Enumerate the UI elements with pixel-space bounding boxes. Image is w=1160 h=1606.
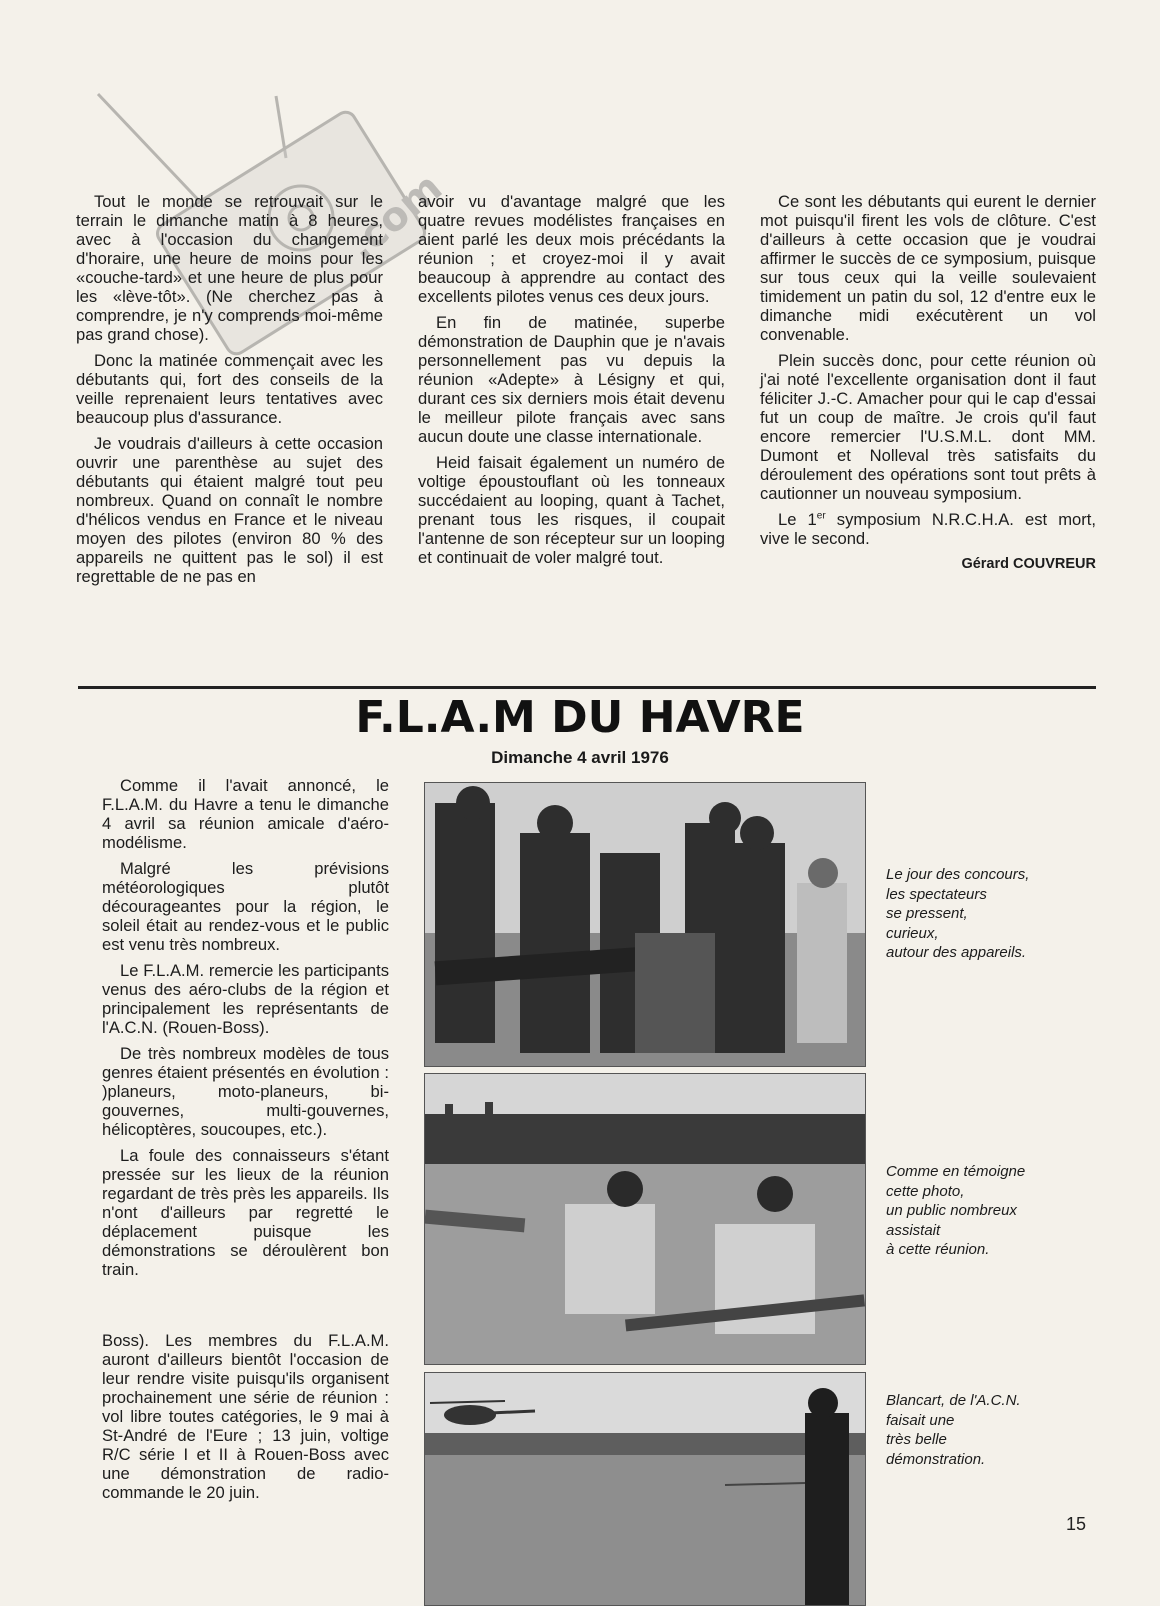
photo-caption-3: Blancart, de l'A.C.N. faisait une très belle démonstration.	[886, 1392, 1021, 1468]
paragraph: Comme il l'avait annoncé, le F.L.A.M. du Havre a tenu le dimanche 4 avril sa réunion amicale d'aéro-modélisme.	[102, 776, 389, 852]
photo-caption-1: Le jour des concours, les spectateurs se pressent, curieux, autour des appareils.	[886, 866, 1030, 961]
flam-article-column-end	[102, 1331, 389, 1509]
paragraph: Boss). Les membres du F.L.A.M. auront d'ailleurs bientôt l'occasion de leur rendre visite puisqu'ils organisent prochainement une série de réunion : vol libre toutes catégories, le 9 mai à St-André de l'Eure ; 13 juin, voltige R/C série I et II à Rouen-Boss avec une démonstration de radio-commande le 20 juin.	[102, 1331, 389, 1502]
paragraph: En fin de matinée, superbe démonstration de Dauphin que je n'avais personnellement pas vu depuis la réunion «Adepte» à Lésigny et qui, durant ces six derniers mois était devenu le meilleur pilote français avec sans aucun doute une classe internationale.	[418, 313, 725, 446]
paragraph: La foule des connaisseurs s'étant pressée sur les lieux de la réunion regardant de très près les appareils. Ils n'ont d'ailleurs par regretté le déplacement puisque les démonstrations se déroulèrent bon train.	[102, 1146, 389, 1279]
paragraph: avoir vu d'avantage malgré que les quatre revues modélistes françaises en aient parlé les deux mois précédants la réunion ; et croyez-moi il y avait beaucoup à apprendre au contact des excellents pilotes venus ces deux jours.	[418, 192, 725, 306]
section-date: Dimanche 4 avril 1976	[491, 748, 669, 767]
flam-article-column	[102, 776, 389, 1286]
paragraph: Malgré les prévisions météorologiques plutôt décourageantes pour la région, le soleil était au rendez-vous et le public est venu très nombreux.	[102, 859, 389, 954]
paragraph: Ce sont les débutants qui eurent le dernier mot puisqu'il firent les vols de clôture. C'est d'ailleurs à cette occasion que je voudrai affirmer le succès de ce symposium, puisque sur tous ceux qui la veille soulevaient timidement un patin du sol, 12 d'entre eux le dimanche midi exécutèrent un vol convenable.	[760, 192, 1096, 344]
photo-helicopter-demo	[424, 1372, 866, 1606]
article-column-3	[760, 192, 1096, 574]
paragraph: Je voudrais d'ailleurs à cette occasion ouvrir une parenthèse au sujet des débutants qui étaient malgré tout peu nombreux. Quand on connaît le nombre d'hélicos vendus en France et le niveau moyen des pilotes (environ 80 % des appareils ne quittent pas le sol) il est regrettable de ne pas en	[76, 434, 383, 586]
photo-crowd-around-models	[424, 782, 866, 1067]
svg-text:.com: .com	[338, 164, 452, 270]
article-column-1	[76, 192, 383, 593]
page-number: 15	[1066, 1514, 1087, 1534]
paragraph: Heid faisait également un numéro de voltige époustouflant où les tonneaux succédaient au looping, quant à Tachet, prenant tous les risques, il coupait l'antenne de son récepteur sur un looping et continuait de voler malgré tout.	[418, 453, 725, 567]
photo-public-watching	[424, 1073, 866, 1365]
closing-paragraph: Le 1er symposium N.R.C.H.A. est mort, vive le second.	[760, 510, 1097, 548]
photo-caption-2: Comme en témoigne cette photo, un public nombreux assistait à cette réunion.	[886, 1163, 1026, 1258]
paragraph: De très nombreux modèles de tous genres étaient présentés en évolution : )planeurs, moto-planeurs, bi-gouvernes, multi-gouvernes, hélicoptères, soucoupes, etc.).	[102, 1044, 389, 1139]
paragraph: Tout le monde se retrouvait sur le terrain le dimanche matin à 8 heures, avec à l'occasion du changement d'horaire, une heure de moins pour les «couche-tard» et une heure de plus pour les «lève-tôt». (Ne cherchez pas à comprendre, je n'y comprends moi-même pas grand chose).	[76, 192, 383, 344]
article-column-2	[418, 192, 725, 574]
paragraph: Plein succès donc, pour cette réunion où j'ai noté l'excellente organisation dont il faut féliciter J.-C. Amacher pour qui le cap d'essai fut un coup de maître. Je crois qu'il faut encore remercier l'U.S.M.L. dont MM. Dumont et Nolleval très satisfaits du déroulement des opérations sont tout prêts à cautionner un nouveau symposium.	[760, 351, 1096, 503]
section-divider	[78, 686, 1096, 689]
paragraph: Donc la matinée commençait avec les débutants qui, fort des conseils de la veille reprenaient leurs tentatives avec beaucoup plus d'assurance.	[76, 351, 383, 427]
paragraph: Le F.L.A.M. remercie les participants venus des aéro-clubs de la région et principalement les représentants de l'A.C.N. (Rouen-Boss).	[102, 961, 389, 1037]
author-signature: Gérard COUVREUR	[961, 556, 1096, 572]
section-headline: F.L.A.M DU HAVRE	[355, 692, 805, 743]
